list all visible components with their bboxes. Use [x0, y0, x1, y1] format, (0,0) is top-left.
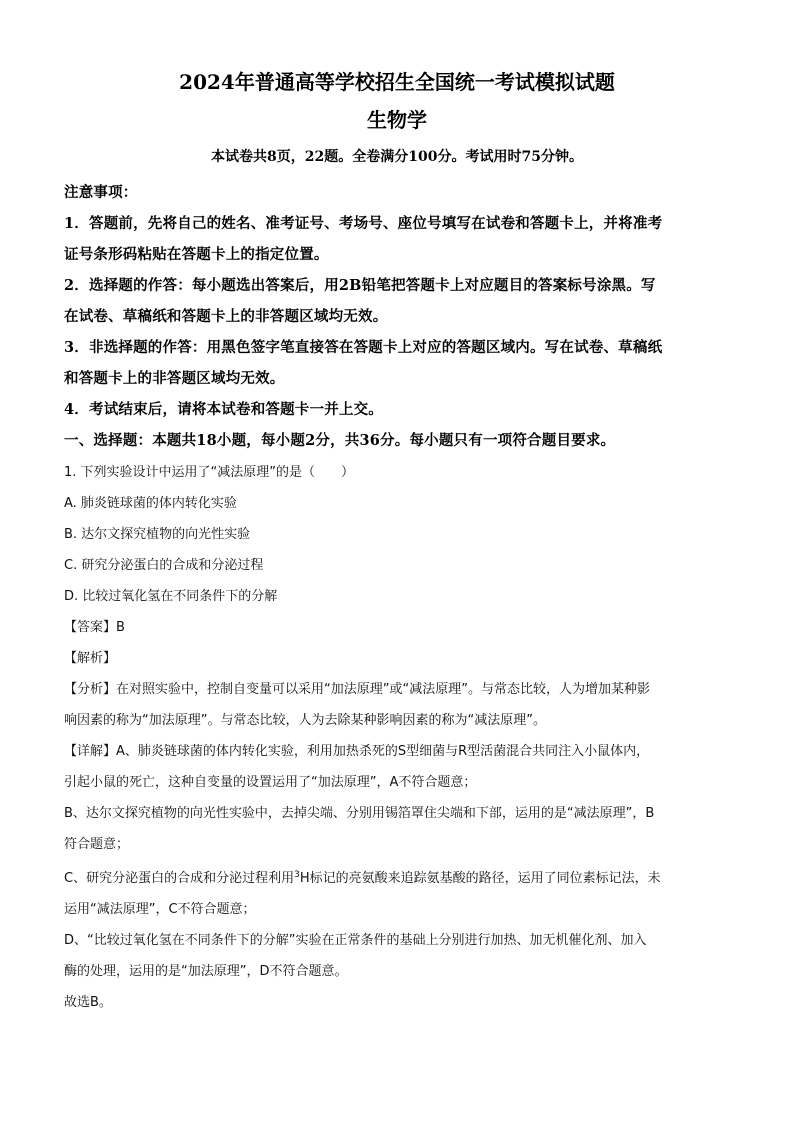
isotope-superscript: 3: [294, 870, 300, 880]
explain-d-line-1: D、“比较过氧化氢在不同条件下的分解”实验在正常条件的基础上分别进行加热、加无机催化剂、加入: [64, 933, 647, 948]
notice-item-2-line-1: 2．选择题的作答：每小题选出答案后，用2B铅笔把答题卡上对应题目的答案标号涂黑。写: [64, 277, 656, 294]
exam-title: 2024年普通高等学校招生全国统一考试模拟试题: [179, 70, 615, 94]
explain-c-pre: C、研究分泌蛋白的合成和分泌过程利用: [64, 871, 295, 886]
section-1-heading: 一、选择题：本题共18小题，每小题2分，共36分。每小题只有一项符合题目要求。: [64, 432, 616, 449]
notice-item-1-line-1: 1．答题前，先将自己的姓名、准考证号、考场号、座位号填写在试卷和答题卡上，并将准考: [64, 215, 663, 232]
notice-heading: 注意事项：: [64, 184, 138, 201]
answer-line: [64, 612, 732, 643]
explain-c-line-1: [64, 860, 732, 894]
xiangjie-line-1: 【详解】A、肺炎链球菌的体内转化实验，利用加热杀死的S型细菌与R型活菌混合共同注入小鼠体内，: [64, 744, 650, 759]
explain-b-line-2: 符合题意；: [64, 837, 130, 852]
explain-c-line-2: 运用“减法原理”，C不符合题意；: [64, 902, 256, 917]
explain-c-post: H标记的亮氨酸来追踪氨基酸的路径，运用了同位素标记法，未: [299, 871, 661, 886]
explain-b-line-1: B、达尔文探究植物的向光性实验中，去掉尖端、分别用锡箔罩住尖端和下部，运用的是“减法原理”，B: [64, 806, 655, 821]
fenxi-line-1: 【分析】在对照实验中，控制自变量可以采用“加法原理”或“减法原理”。与常态比较，人为增加某种影: [64, 682, 650, 697]
answer-value: B: [116, 620, 125, 635]
notice-section: [64, 177, 732, 456]
answer-tag: 【答案】: [64, 620, 117, 635]
exam-meta: 本试卷共8页，22题。全卷满分100分。考试用时75分钟。: [211, 149, 583, 165]
notice-item-3-line-1: 3．非选择题的作答：用黑色签字笔直接答在答题卡上对应的答题区域内。写在试卷、草稿纸: [64, 339, 663, 356]
option-d: D. 比较过氧化氢在不同条件下的分解: [64, 589, 278, 604]
xiangjie-line-2: 引起小鼠的死亡，这种自变量的设置运用了“加法原理”，A不符合题意；: [64, 775, 477, 790]
option-c: C. 研究分泌蛋白的合成和分泌过程: [64, 558, 264, 573]
analysis-tag: 【解析】: [64, 651, 117, 666]
option-a: A. 肺炎链球菌的体内转化实验: [64, 496, 237, 511]
conclusion: 故选B。: [64, 995, 112, 1010]
question-1: [64, 457, 732, 1018]
subject-title: 生物学: [367, 108, 427, 132]
question-1-stem: 1. 下列实验设计中运用了“减法原理”的是（ ）: [64, 465, 355, 480]
notice-item-3-line-2: 和答题卡上的非答题区域均无效。: [64, 370, 285, 387]
notice-item-2-line-2: 在试卷、草稿纸和答题卡上的非答题区域均无效。: [64, 308, 388, 325]
fenxi-line-2: 响因素的称为“加法原理”。与常态比较，人为去除某种影响因素的称为“减法原理”。: [64, 713, 546, 728]
notice-item-1-line-2: 证号条形码粘贴在答题卡上的指定位置。: [64, 246, 329, 263]
option-b: B. 达尔文探究植物的向光性实验: [64, 527, 251, 542]
explain-d-line-2: 酶的处理，运用的是“加法原理”，D不符合题意。: [64, 964, 348, 979]
notice-item-4: 4．考试结束后，请将本试卷和答题卡一并上交。: [64, 401, 383, 418]
